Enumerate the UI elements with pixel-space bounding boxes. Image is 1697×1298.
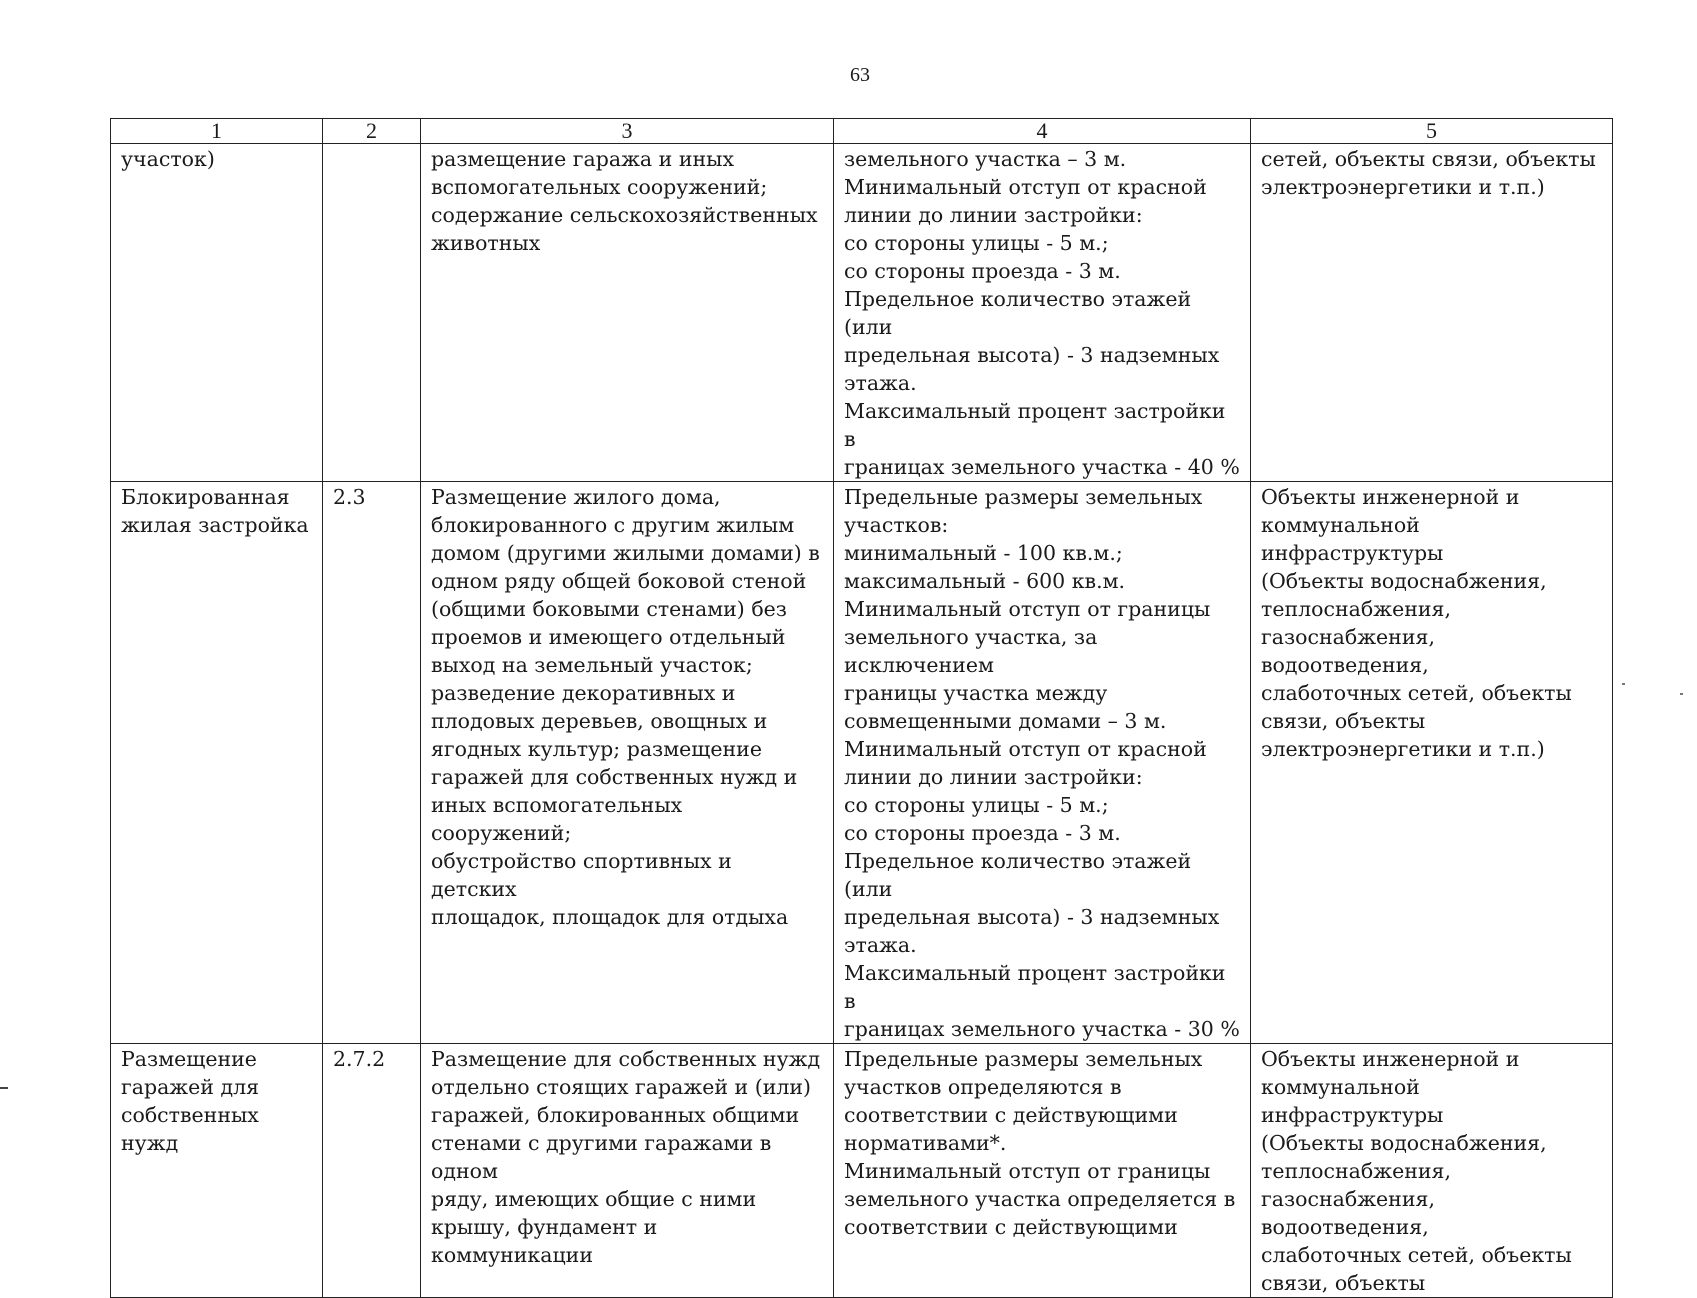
use-description-cell (421, 1044, 834, 1298)
table-row (111, 144, 1613, 482)
parameters-cell (834, 144, 1251, 482)
auxiliary-uses-cell (1251, 482, 1613, 1044)
use-code-cell (323, 482, 421, 1044)
use-name-cell (111, 482, 323, 1044)
table-row (111, 1044, 1613, 1298)
table-body (111, 144, 1613, 1298)
use-description-text: Размещение для собственных нужд отдельно стоящих гаражей и (или) гаражей, блокированных общими стенами с другими гаражами в одном ряду, имеющих общие с ними крышу, фундамент и коммуникации (431, 1047, 821, 1267)
use-name-text: Блокированная жилая застройка (121, 485, 309, 537)
auxiliary-uses-text: Объекты инженерной и коммунальной инфраструктуры (Объекты водоснабжения, теплоснабжения, газоснабжения, водоотведения, слаботочных сетей, объекты связи, объекты электроэнергетики и т.п.) (1261, 485, 1572, 761)
use-description-cell (421, 482, 834, 1044)
column-header-2: 2 (323, 119, 421, 144)
column-header-3: 3 (421, 119, 834, 144)
use-name-text: Размещение гаражей для собственных нужд (121, 1047, 260, 1155)
use-code-text: 2.3 (333, 485, 366, 509)
table-row (111, 482, 1613, 1044)
use-description-text: размещение гаража и иных вспомогательных сооружений; содержание сельскохозяйственных животных (431, 147, 818, 255)
use-description-text: Размещение жилого дома, блокированного с другим жилым домом (другими жилыми домами) в одном ряду общей боковой стеной (общими боковыми стенами) без проемов и имеющего отдельный выход на земельный участок; разведение декоративных и плодовых деревьев, овощных и ягодных культур; размещение гаражей для собственных нужд и иных вспомогательных сооружений; обустройство спортивных и детских площадок, площадок для отдыха (431, 485, 820, 929)
use-description-cell (421, 144, 834, 482)
page-number: 63 (850, 64, 870, 86)
parameters-text: Предельные размеры земельных участков определяются в соответствии с действующими нормативами*. Минимальный отступ от границы земельного участка определяется в соответствии с действующими (844, 1047, 1236, 1239)
column-header-1: 1 (111, 119, 323, 144)
use-code-text: 2.7.2 (333, 1047, 386, 1071)
parameters-cell (834, 482, 1251, 1044)
use-name-cell (111, 1044, 323, 1298)
scan-speck (1622, 683, 1625, 685)
use-code-cell (323, 144, 421, 482)
use-name-text: участок) (121, 147, 215, 171)
use-code-cell (323, 1044, 421, 1298)
scan-speck (1680, 693, 1683, 695)
use-name-cell (111, 144, 323, 482)
auxiliary-uses-cell (1251, 1044, 1613, 1298)
auxiliary-uses-cell (1251, 144, 1613, 482)
parameters-text: Предельные размеры земельных участков: минимальный - 100 кв.м.; максимальный - 600 кв.м. Минимальный отступ от границы земельного участка, за исключением границы участка между совмещенными домами – 3 м. Минимальный отступ от красной линии до линии застройки: со стороны улицы - 5 м.; со стороны проезда - 3 м. Предельное количество этажей (или предельная высота) - 3 надземных этажа. Максимальный процент застройки в границах земельного участка - 30 % (844, 485, 1240, 1041)
scan-edge-mark (0, 1087, 8, 1089)
auxiliary-uses-text: сетей, объекты связи, объекты электроэнергетики и т.п.) (1261, 147, 1596, 199)
table-header (111, 119, 1613, 144)
column-header-5: 5 (1251, 119, 1613, 144)
header-row (111, 119, 1613, 144)
parameters-text: земельного участка – 3 м. Минимальный отступ от красной линии до линии застройки: со стороны улицы - 5 м.; со стороны проезда - 3 м. Предельное количество этажей (или предельная высота) - 3 надземных этажа. Максимальный процент застройки в границах земельного участка - 40 % (844, 147, 1240, 479)
column-header-4: 4 (834, 119, 1251, 144)
parameters-cell (834, 1044, 1251, 1298)
auxiliary-uses-text: Объекты инженерной и коммунальной инфраструктуры (Объекты водоснабжения, теплоснабжения, газоснабжения, водоотведения, слаботочных сетей, объекты связи, объекты (1261, 1047, 1572, 1295)
land-use-table (110, 118, 1613, 1298)
